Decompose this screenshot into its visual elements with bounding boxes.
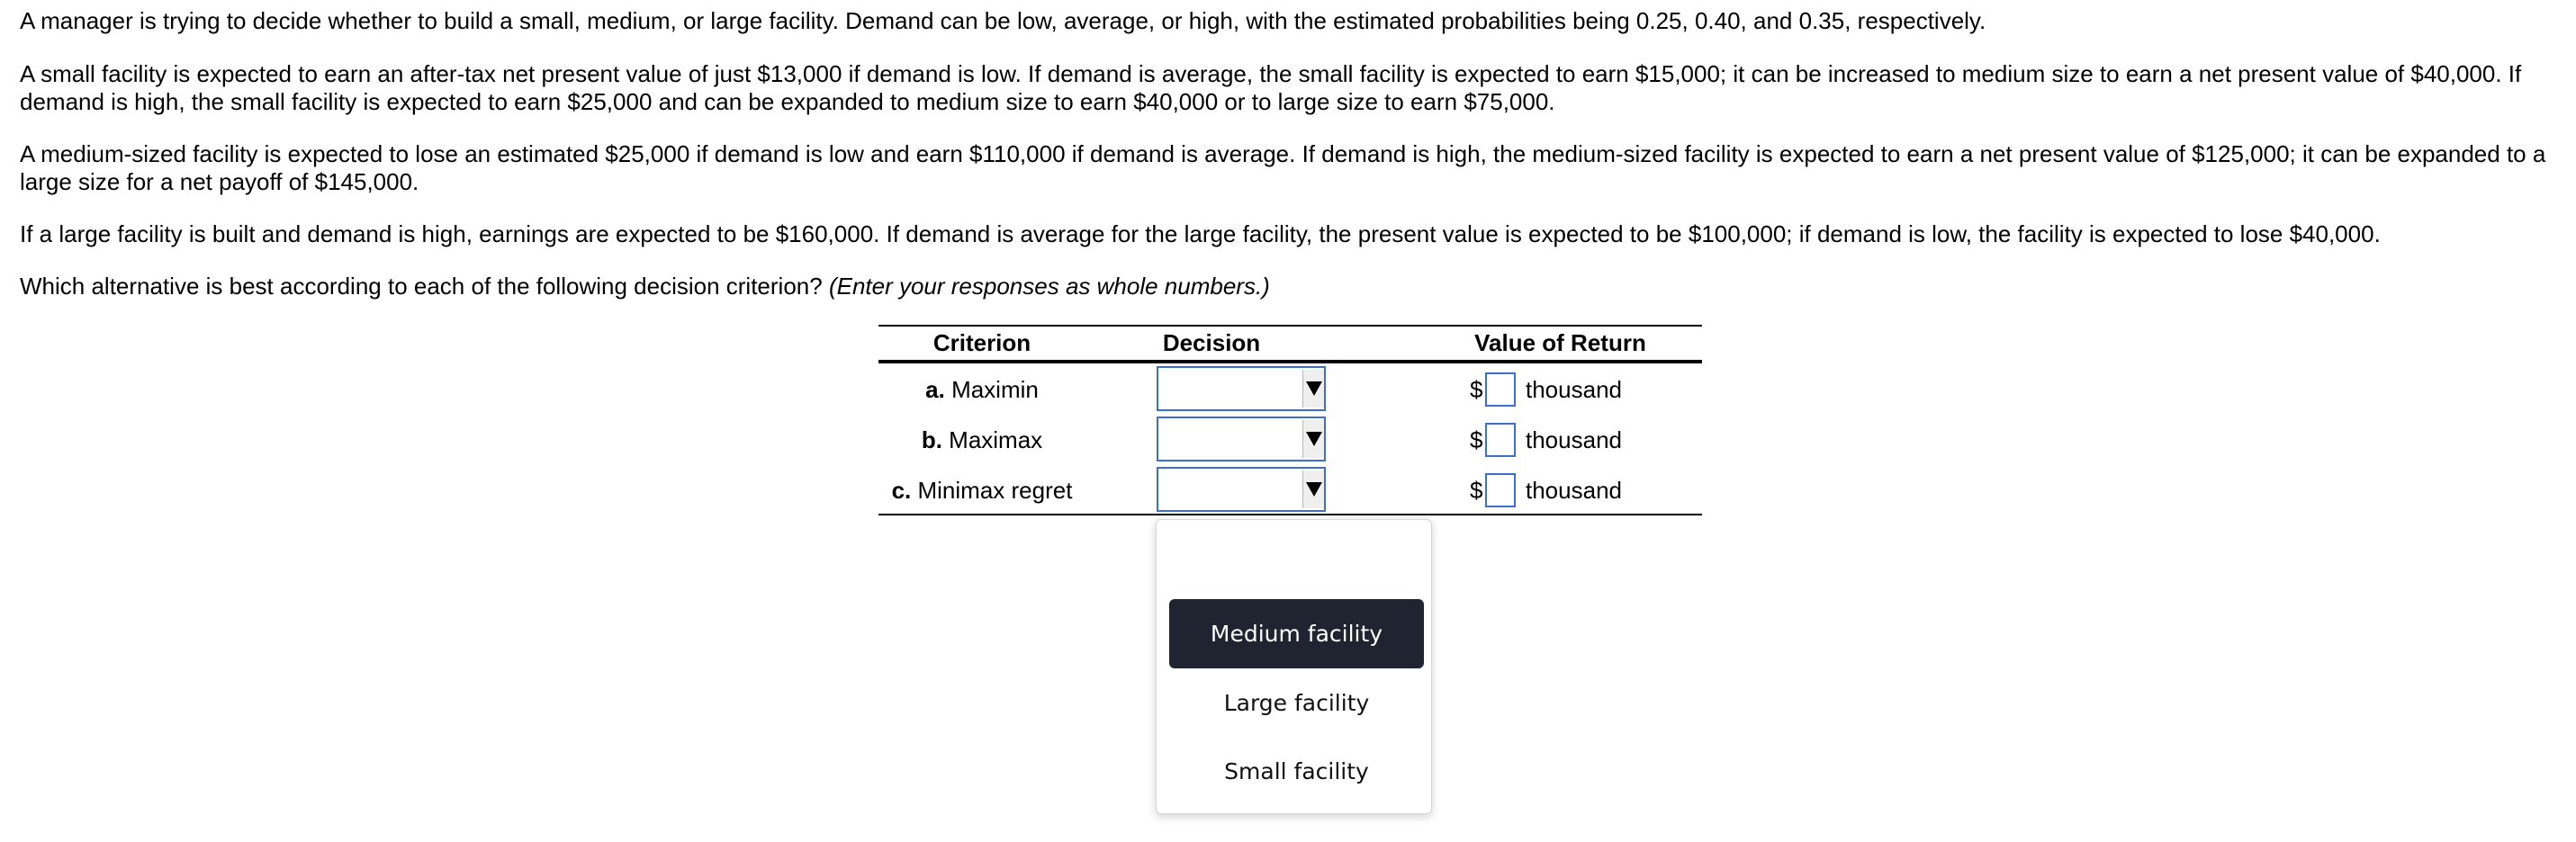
value-input-maximax[interactable] — [1485, 423, 1516, 457]
unit-label: thousand — [1526, 477, 1622, 504]
problem-small-facility: A small facility is expected to earn an after-tax net present value of just $13,000 if demand is low. If demand is average, the small facility is expected to earn $15,000; it can be increased to medium size to earn a net present value of $40,000. If demand is high, the small facility is expected to earn $25,000 and can be expanded to medium size to earn $40,000 or to large size to earn $75,000. — [20, 60, 2522, 115]
value-input-minimax-regret[interactable] — [1485, 473, 1516, 507]
header-decision: Decision — [1162, 329, 1261, 356]
currency-symbol: $ — [1470, 426, 1483, 453]
table-row-maximax — [878, 416, 1702, 466]
header-value-of-return: Value of Return — [1474, 329, 1646, 356]
table-bottom-rule — [878, 514, 1702, 515]
problem-intro: A manager is trying to decide whether to build a small, medium, or large facility. Demand can be low, average, or high, with the estimated probabilities being 0.25, 0.40, and 0.35, respectively. — [20, 7, 1986, 34]
dropdown-arrow-button[interactable] — [1302, 470, 1324, 508]
value-input-maximin[interactable] — [1485, 372, 1516, 407]
triangle-down-icon — [1305, 480, 1323, 498]
criterion-letter: c. — [891, 477, 912, 504]
decision-select-minimax-regret[interactable] — [1157, 467, 1326, 512]
criterion-label: Minimax regret — [917, 477, 1073, 504]
header-criterion: Criterion — [932, 329, 1031, 356]
decision-select-maximin[interactable] — [1157, 366, 1326, 411]
table-top-rule — [878, 325, 1702, 327]
table-row-maximin — [878, 365, 1702, 416]
criterion-cell — [878, 477, 1085, 505]
dropdown-arrow-button[interactable] — [1302, 420, 1324, 458]
problem-text — [20, 7, 2558, 325]
currency-symbol: $ — [1470, 477, 1483, 504]
criterion-cell — [878, 426, 1085, 454]
question-text: Which alternative is best according to each of the following decision criterion? — [20, 273, 823, 300]
option-small-facility[interactable]: Small facility — [1224, 758, 1369, 784]
triangle-down-icon — [1305, 430, 1323, 448]
question — [20, 273, 2558, 300]
decision-select-maximax[interactable] — [1157, 417, 1326, 461]
unit-label: thousand — [1526, 426, 1622, 453]
option-medium-facility[interactable]: Medium facility — [1169, 599, 1424, 668]
criterion-letter: b. — [921, 426, 942, 453]
criterion-label: Maximax — [949, 426, 1043, 453]
triangle-down-icon — [1305, 380, 1323, 398]
table-header-rule — [878, 360, 1702, 363]
criterion-letter: a. — [925, 376, 945, 403]
problem-medium-facility: A medium-sized facility is expected to lose an estimated $25,000 if demand is low and earn $110,000 if demand is average. If demand is high, the medium-sized facility is expected to earn a net present value of $125,000; it can be expanded to a large size for a net payoff of $145,000. — [20, 140, 2546, 195]
option-large-facility[interactable]: Large facility — [1223, 690, 1370, 716]
dropdown-arrow-button[interactable] — [1302, 370, 1324, 408]
criterion-cell — [878, 376, 1085, 404]
problem-large-facility: If a large facility is built and demand is high, earnings are expected to be $160,000. If demand is average for the large facility, the present value is expected to be $100,000; if demand is low, the facility is expected to lose $40,000. — [20, 220, 2381, 247]
criterion-label: Maximin — [951, 376, 1039, 403]
unit-label: thousand — [1526, 376, 1622, 403]
decision-dropdown-list — [1156, 519, 1432, 814]
question-hint: (Enter your responses as whole numbers.) — [828, 273, 1270, 300]
currency-symbol: $ — [1470, 376, 1483, 403]
table-row-minimax-regret — [878, 466, 1702, 516]
